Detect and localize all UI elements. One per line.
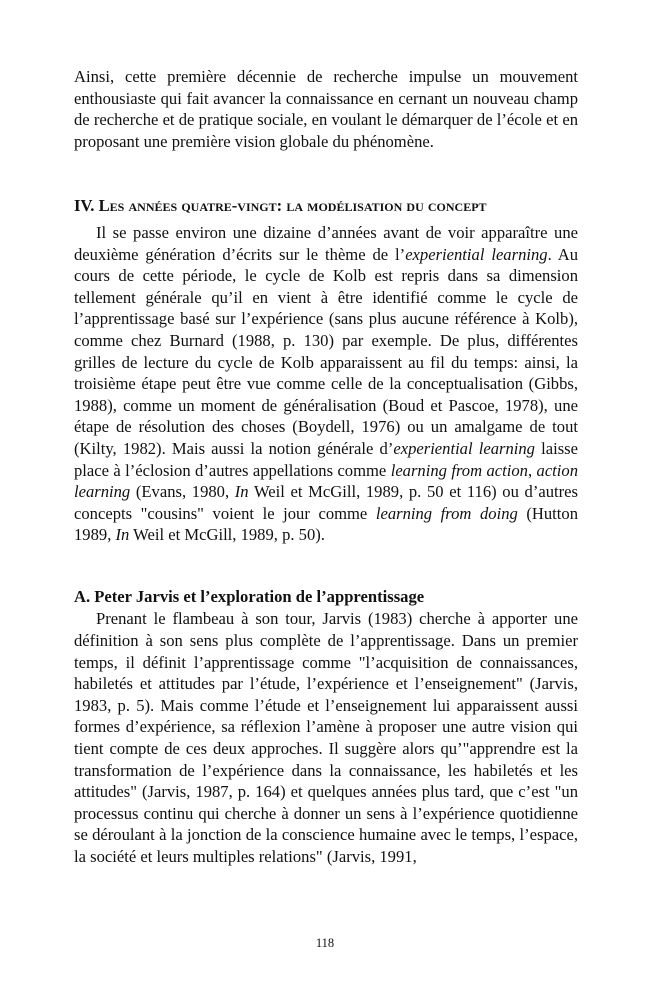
subsection-heading: A. Peter Jarvis et l’exploration de l’apprentissage [74, 586, 425, 606]
section-heading [74, 195, 578, 217]
document-page [74, 66, 578, 868]
page-number: 118 [315, 936, 335, 950]
intro-paragraph: Ainsi, cette première décennie de recherche impulse un mouvement enthousiaste qui fait avancer la connaissance en cernant un nouveau champ de recherche et de pratique sociale, en voulant le démarquer de l’école et en proposant une première vision globale du phénomène. [74, 67, 578, 151]
subsection-paragraph: Prenant le flambeau à son tour, Jarvis (1983) cherche à apporter une définition à son sens plus complète de l’apprentissage. Dans un premier temps, il définit l’apprentissage comme "l’acquisition de connaissances, habiletés et attitudes par l’étude, l’expérience et l’enseignement" (Jarvis, 1983, p. 5). Mais comme l’étude et l’enseignement lui apparaissent aussi formes d’expérience, sa réflexion l’amène à proposer une autre vision qui tient compte de ces deux approches. Il suggère alors qu’"apprendre est la transformation de l’expérience dans la connaissance, les habiletés et les attitudes" (Jarvis, 1987, p. 164) et quelques années plus tard, que c’est "un processus continu qui cherche à donner un sens à l’expérience quotidienne se déroulant à la jonction de la conscience humaine avec le temps, l’espace, la société et leurs multiples relations" (Jarvis, 1991, [74, 609, 578, 866]
section-number: IV. [74, 196, 95, 216]
section-title: Les années quatre-vingt: la modélisation du concept [98, 196, 487, 216]
section-paragraph: Il se passe environ une dizaine d’années avant de voir apparaître une deuxième génération d’écrits sur le thème de l’experiential learning. Au cours de cette période, le cycle de Kolb est repris dans sa dimension tellement générale qu’il en vient à être identifié comme le cycle de l’apprentissage basé sur l’expérience (sans plus aucune référence à Kolb), comme chez Burnard (1988, p. 130) par exemple. De plus, différentes grilles de lecture du cycle de Kolb apparaissent au fil du temps: ainsi, la troisième étape peut être vue comme celle de la conceptualisation (Gibbs, 1988), comme un moment de généralisation (Boud et Pascoe, 1978), une étape de résolution des choses (Boydell, 1976) ou un amalgame de tout (Kilty, 1982). Mais aussi la notion générale d’experiential learning laisse place à l’éclosion d’autres appellations comme learning from action, action learning (Evans, 1980, In Weil et McGill, 1989, p. 50 et 116) ou d’autres concepts "cousins" voient le jour comme learning from doing (Hutton 1989, In Weil et McGill, 1989, p. 50). [74, 222, 578, 545]
